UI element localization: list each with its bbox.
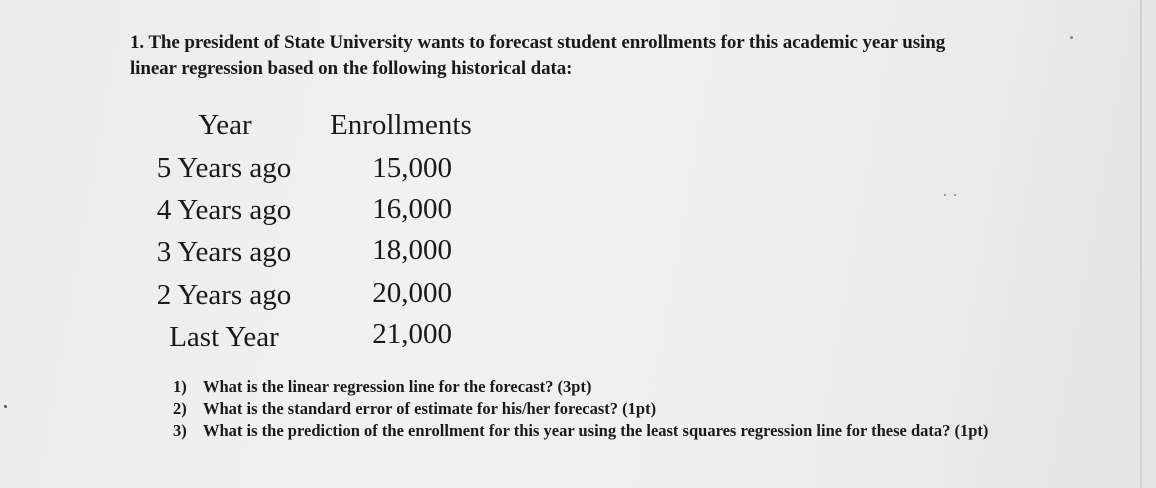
ink-speck bbox=[1070, 36, 1073, 39]
paper-edge bbox=[1140, 0, 1142, 488]
header-enrollments: Enrollments bbox=[330, 109, 472, 141]
question-line-2: linear regression based on the following historical data: bbox=[130, 58, 573, 79]
header-year: Year bbox=[198, 109, 252, 141]
ink-speck bbox=[954, 194, 956, 196]
subquestion-text: What is the standard error of estimate for his/her forecast? (1pt) bbox=[203, 399, 657, 418]
row-year: Last Year bbox=[169, 321, 279, 353]
subquestion bbox=[143, 420, 1013, 442]
row-year: 4 Years ago bbox=[156, 194, 292, 226]
subquestion-number: 2) bbox=[173, 399, 187, 418]
subquestion-text: What is the linear regression line for the forecast? (3pt) bbox=[203, 377, 592, 396]
question-text bbox=[130, 30, 1010, 82]
subquestion bbox=[173, 376, 1013, 398]
row-enrollments: 18,000 bbox=[372, 234, 452, 266]
subquestion-text: What is the prediction of the enrollment for this year using the least squares regression line for these data? (1pt) bbox=[203, 421, 989, 440]
row-enrollments: 16,000 bbox=[372, 193, 452, 225]
ink-speck bbox=[944, 194, 946, 196]
subquestion bbox=[173, 398, 1013, 420]
question-line-1: 1. The president of State University wants to forecast student enrollments for this academic year using bbox=[130, 32, 946, 53]
row-enrollments: 20,000 bbox=[372, 277, 452, 309]
row-year: 5 Years ago bbox=[156, 152, 292, 184]
subquestion-number: 3) bbox=[173, 421, 187, 440]
row-enrollments: 15,000 bbox=[372, 152, 452, 184]
row-enrollments: 21,000 bbox=[372, 318, 452, 350]
subquestion-number: 1) bbox=[173, 377, 187, 396]
row-year: 3 Years ago bbox=[156, 236, 292, 268]
subquestion-list bbox=[173, 376, 1013, 442]
ink-dot bbox=[4, 405, 7, 408]
row-year: 2 Years ago bbox=[156, 279, 292, 311]
